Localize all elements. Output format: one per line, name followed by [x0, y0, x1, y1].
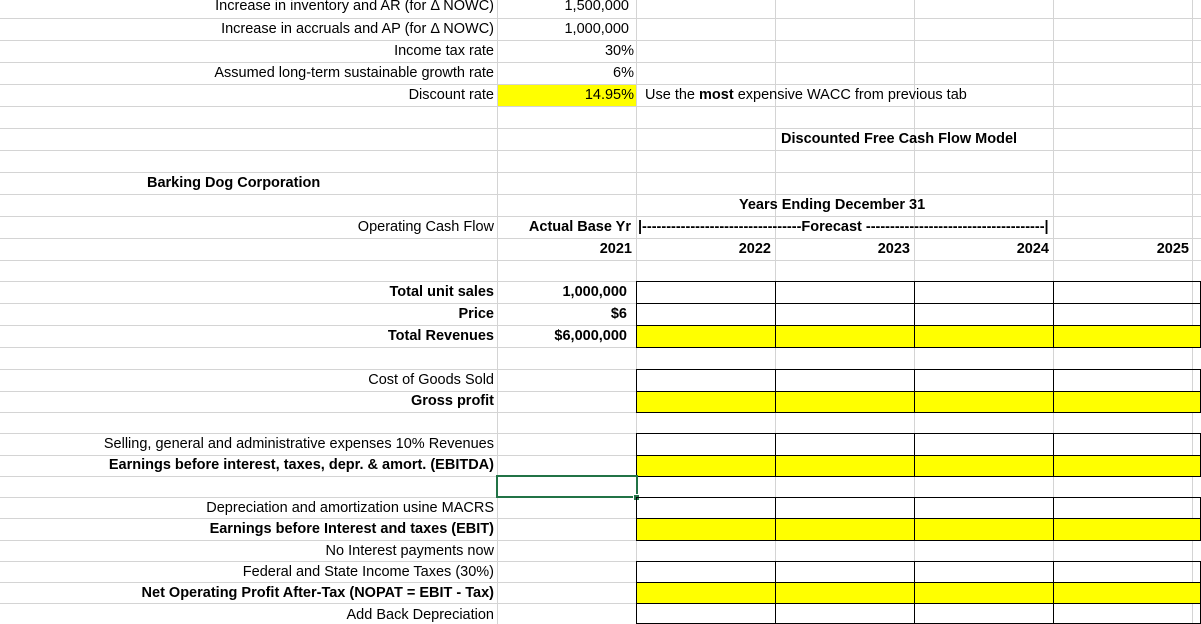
forecast-cell-add-back-2025[interactable] — [1053, 603, 1201, 624]
forecast-cell-taxes-2025[interactable] — [1053, 561, 1201, 583]
forecast-cell-sga-2024[interactable] — [914, 433, 1054, 456]
gridline — [0, 106, 1201, 107]
forecast-cell-sga-2022[interactable] — [636, 433, 776, 456]
forecast-cell-revenues-2024[interactable] — [914, 325, 1054, 348]
note-suffix: expensive WACC from previous tab — [737, 87, 967, 103]
forecast-cell-ebit-2023[interactable] — [775, 518, 915, 541]
year-2023: 2023 — [877, 241, 910, 257]
forecast-cell-ebitda-2024[interactable] — [914, 455, 1054, 477]
input-value-accruals-ap[interactable]: 1,000,000 — [564, 21, 629, 37]
forecast-cell-depreciation-2022[interactable] — [636, 497, 776, 519]
year-2024: 2024 — [1016, 241, 1049, 257]
gridline — [0, 194, 1201, 195]
forecast-cell-ebitda-2025[interactable] — [1053, 455, 1201, 477]
nopat-label: Net Operating Profit After-Tax (NOPAT = EBIT - Tax) — [141, 585, 494, 601]
forecast-cell-depreciation-2023[interactable] — [775, 497, 915, 519]
actual-base-year-label: Actual Base Yr — [528, 219, 631, 235]
forecast-cell-gross-profit-2023[interactable] — [775, 391, 915, 413]
forecast-cell-nopat-2024[interactable] — [914, 582, 1054, 604]
forecast-cell-cogs-2022[interactable] — [636, 369, 776, 392]
unit-sales-value[interactable]: 1,000,000 — [562, 284, 627, 300]
forecast-cell-add-back-2022[interactable] — [636, 603, 776, 624]
discount-rate-note — [645, 87, 967, 103]
input-value-discount-rate[interactable]: 14.95% — [584, 87, 634, 103]
ebitda-label: Earnings before interest, taxes, depr. & amort. (EBITDA) — [108, 457, 494, 473]
total-revenues-label: Total Revenues — [387, 328, 494, 344]
model-title: Discounted Free Cash Flow Model — [781, 131, 1018, 147]
company-name: Barking Dog Corporation — [147, 175, 321, 191]
forecast-cell-unit-sales-2025[interactable] — [1053, 281, 1201, 304]
input-label-growth-rate: Assumed long-term sustainable growth rate — [214, 65, 494, 81]
year-2022: 2022 — [738, 241, 771, 257]
gridline — [0, 216, 1201, 217]
forecast-cell-depreciation-2025[interactable] — [1053, 497, 1201, 519]
forecast-cell-sga-2023[interactable] — [775, 433, 915, 456]
forecast-cell-revenues-2025[interactable] — [1053, 325, 1201, 348]
forecast-cell-gross-profit-2024[interactable] — [914, 391, 1054, 413]
sga-label: Selling, general and administrative expenses 10% Revenues — [103, 436, 494, 452]
forecast-cell-price-2022[interactable] — [636, 303, 776, 326]
forecast-cell-price-2023[interactable] — [775, 303, 915, 326]
gridline — [0, 260, 1201, 261]
gridline — [0, 62, 1201, 63]
forecast-cell-ebit-2025[interactable] — [1053, 518, 1201, 541]
gridline — [0, 172, 1201, 173]
input-label-tax-rate: Income tax rate — [394, 43, 494, 59]
forecast-cell-revenues-2023[interactable] — [775, 325, 915, 348]
years-heading: Years Ending December 31 — [739, 197, 926, 213]
forecast-range-line: |---------------------------------Forecast -------------------------------------| — [638, 219, 1049, 235]
price-label: Price — [458, 306, 494, 322]
forecast-cell-add-back-2024[interactable] — [914, 603, 1054, 624]
taxes-label: Federal and State Income Taxes (30%) — [242, 564, 494, 580]
forecast-cell-taxes-2022[interactable] — [636, 561, 776, 583]
forecast-cell-depreciation-2024[interactable] — [914, 497, 1054, 519]
forecast-cell-gross-profit-2025[interactable] — [1053, 391, 1201, 413]
forecast-cell-ebitda-2022[interactable] — [636, 455, 776, 477]
ebit-label: Earnings before Interest and taxes (EBIT) — [209, 521, 494, 537]
gross-profit-label: Gross profit — [411, 393, 494, 409]
forecast-cell-ebit-2024[interactable] — [914, 518, 1054, 541]
gridline — [0, 238, 1201, 239]
add-back-depreciation-label: Add Back Depreciation — [346, 607, 494, 623]
forecast-cell-price-2025[interactable] — [1053, 303, 1201, 326]
year-2025: 2025 — [1156, 241, 1189, 257]
input-label-accruals-ap: Increase in accruals and AP (for Δ NOWC) — [221, 21, 494, 37]
forecast-cell-unit-sales-2022[interactable] — [636, 281, 776, 304]
gridline — [0, 40, 1201, 41]
gridline — [0, 128, 1201, 129]
total-revenues-value[interactable]: $6,000,000 — [554, 328, 627, 344]
selected-cell[interactable] — [496, 475, 638, 498]
note-prefix: Use the — [645, 87, 695, 103]
forecast-cell-nopat-2022[interactable] — [636, 582, 776, 604]
forecast-cell-taxes-2024[interactable] — [914, 561, 1054, 583]
forecast-cell-nopat-2025[interactable] — [1053, 582, 1201, 604]
forecast-cell-cogs-2024[interactable] — [914, 369, 1054, 392]
forecast-cell-nopat-2023[interactable] — [775, 582, 915, 604]
input-value-tax-rate[interactable]: 30% — [604, 43, 634, 59]
input-label-inventory-ar: Increase in inventory and AR (for Δ NOWC) — [215, 0, 494, 14]
gridline — [0, 18, 1201, 19]
gridline — [0, 150, 1201, 151]
unit-sales-label: Total unit sales — [389, 284, 494, 300]
forecast-cell-unit-sales-2024[interactable] — [914, 281, 1054, 304]
forecast-cell-revenues-2022[interactable] — [636, 325, 776, 348]
forecast-cell-add-back-2023[interactable] — [775, 603, 915, 624]
cogs-label: Cost of Goods Sold — [368, 372, 494, 388]
operating-cash-flow-heading: Operating Cash Flow — [357, 219, 494, 235]
forecast-cell-gross-profit-2022[interactable] — [636, 391, 776, 413]
year-2021: 2021 — [599, 241, 632, 257]
interest-label: No Interest payments now — [325, 543, 494, 559]
forecast-cell-cogs-2023[interactable] — [775, 369, 915, 392]
forecast-cell-sga-2025[interactable] — [1053, 433, 1201, 456]
forecast-cell-ebitda-2023[interactable] — [775, 455, 915, 477]
input-value-growth-rate[interactable]: 6% — [613, 65, 634, 81]
forecast-cell-cogs-2025[interactable] — [1053, 369, 1201, 392]
forecast-cell-taxes-2023[interactable] — [775, 561, 915, 583]
input-value-inventory-ar[interactable]: 1,500,000 — [564, 0, 629, 14]
forecast-cell-price-2024[interactable] — [914, 303, 1054, 326]
input-label-discount-rate: Discount rate — [408, 87, 494, 103]
forecast-cell-ebit-2022[interactable] — [636, 518, 776, 541]
depreciation-label: Depreciation and amortization usine MACRS — [206, 500, 494, 516]
forecast-cell-unit-sales-2023[interactable] — [775, 281, 915, 304]
price-value[interactable]: $6 — [610, 306, 627, 322]
note-bold: most — [699, 87, 734, 103]
